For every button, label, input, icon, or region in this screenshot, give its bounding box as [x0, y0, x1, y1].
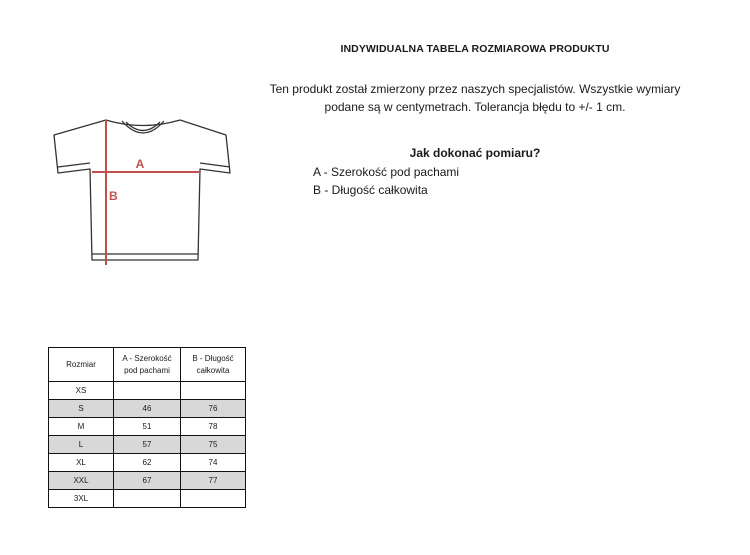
howto-item-b: B - Długość całkowita: [313, 183, 428, 197]
intro-line-2: podane są w centymetrach. Tolerancja błędu to +/- 1 cm.: [324, 100, 626, 114]
cell-b: [181, 382, 246, 400]
sleeve-hem-left: [58, 163, 90, 167]
table-row: [49, 490, 246, 508]
howto-title: Jak dokonać pomiaru?: [409, 146, 541, 160]
table-row: [49, 436, 246, 454]
tshirt-outline: [54, 120, 230, 260]
collar: [106, 120, 180, 126]
sleeve-hem-right: [200, 163, 230, 167]
cell-b: 78: [181, 418, 246, 436]
size-table: [48, 347, 246, 508]
cell-a: 46: [114, 400, 181, 418]
cell-b: 77: [181, 472, 246, 490]
header-a-line-1: A - Szerokość: [122, 353, 172, 363]
cell-a: 51: [114, 418, 181, 436]
cell-a: [114, 490, 181, 508]
cell-b: 75: [181, 436, 246, 454]
intro-text: [250, 80, 700, 116]
cell-size: L: [49, 436, 114, 454]
cell-size: M: [49, 418, 114, 436]
cell-size: XXL: [49, 472, 114, 490]
cell-size: XL: [49, 454, 114, 472]
cell-a: 62: [114, 454, 181, 472]
howto-list: [313, 163, 459, 199]
cell-b: 74: [181, 454, 246, 472]
label-a: A: [135, 157, 145, 171]
cell-a: [114, 382, 181, 400]
cell-a: 57: [114, 436, 181, 454]
page-title: INDYWIDUALNA TABELA ROZMIAROWA PRODUKTU: [340, 43, 610, 55]
cell-b: 76: [181, 400, 246, 418]
collar-inner: [122, 121, 164, 133]
table-row: [49, 454, 246, 472]
cell-size: 3XL: [49, 490, 114, 508]
cell-a: 67: [114, 472, 181, 490]
table-row: [49, 472, 246, 490]
cell-size: S: [49, 400, 114, 418]
table-row: [49, 400, 246, 418]
label-b: B: [109, 189, 118, 203]
table-header-row: [49, 348, 246, 382]
header-b-line-1: B - Długość: [192, 353, 234, 363]
table-row: [49, 382, 246, 400]
header-a-line-2: pod pachami: [124, 365, 170, 375]
cell-b: [181, 490, 246, 508]
tshirt-diagram: [50, 115, 240, 270]
howto-item-a: A - Szerokość pod pachami: [313, 165, 460, 179]
header-b-line-2: całkowita: [196, 365, 230, 375]
cell-size: XS: [49, 382, 114, 400]
header-size: Rozmiar: [49, 348, 114, 382]
table-row: [49, 418, 246, 436]
header-a: [114, 348, 181, 382]
header-b: [181, 348, 246, 382]
intro-line-1: Ten produkt został zmierzony przez naszych specjalistów. Wszystkie wymiary: [269, 82, 681, 96]
